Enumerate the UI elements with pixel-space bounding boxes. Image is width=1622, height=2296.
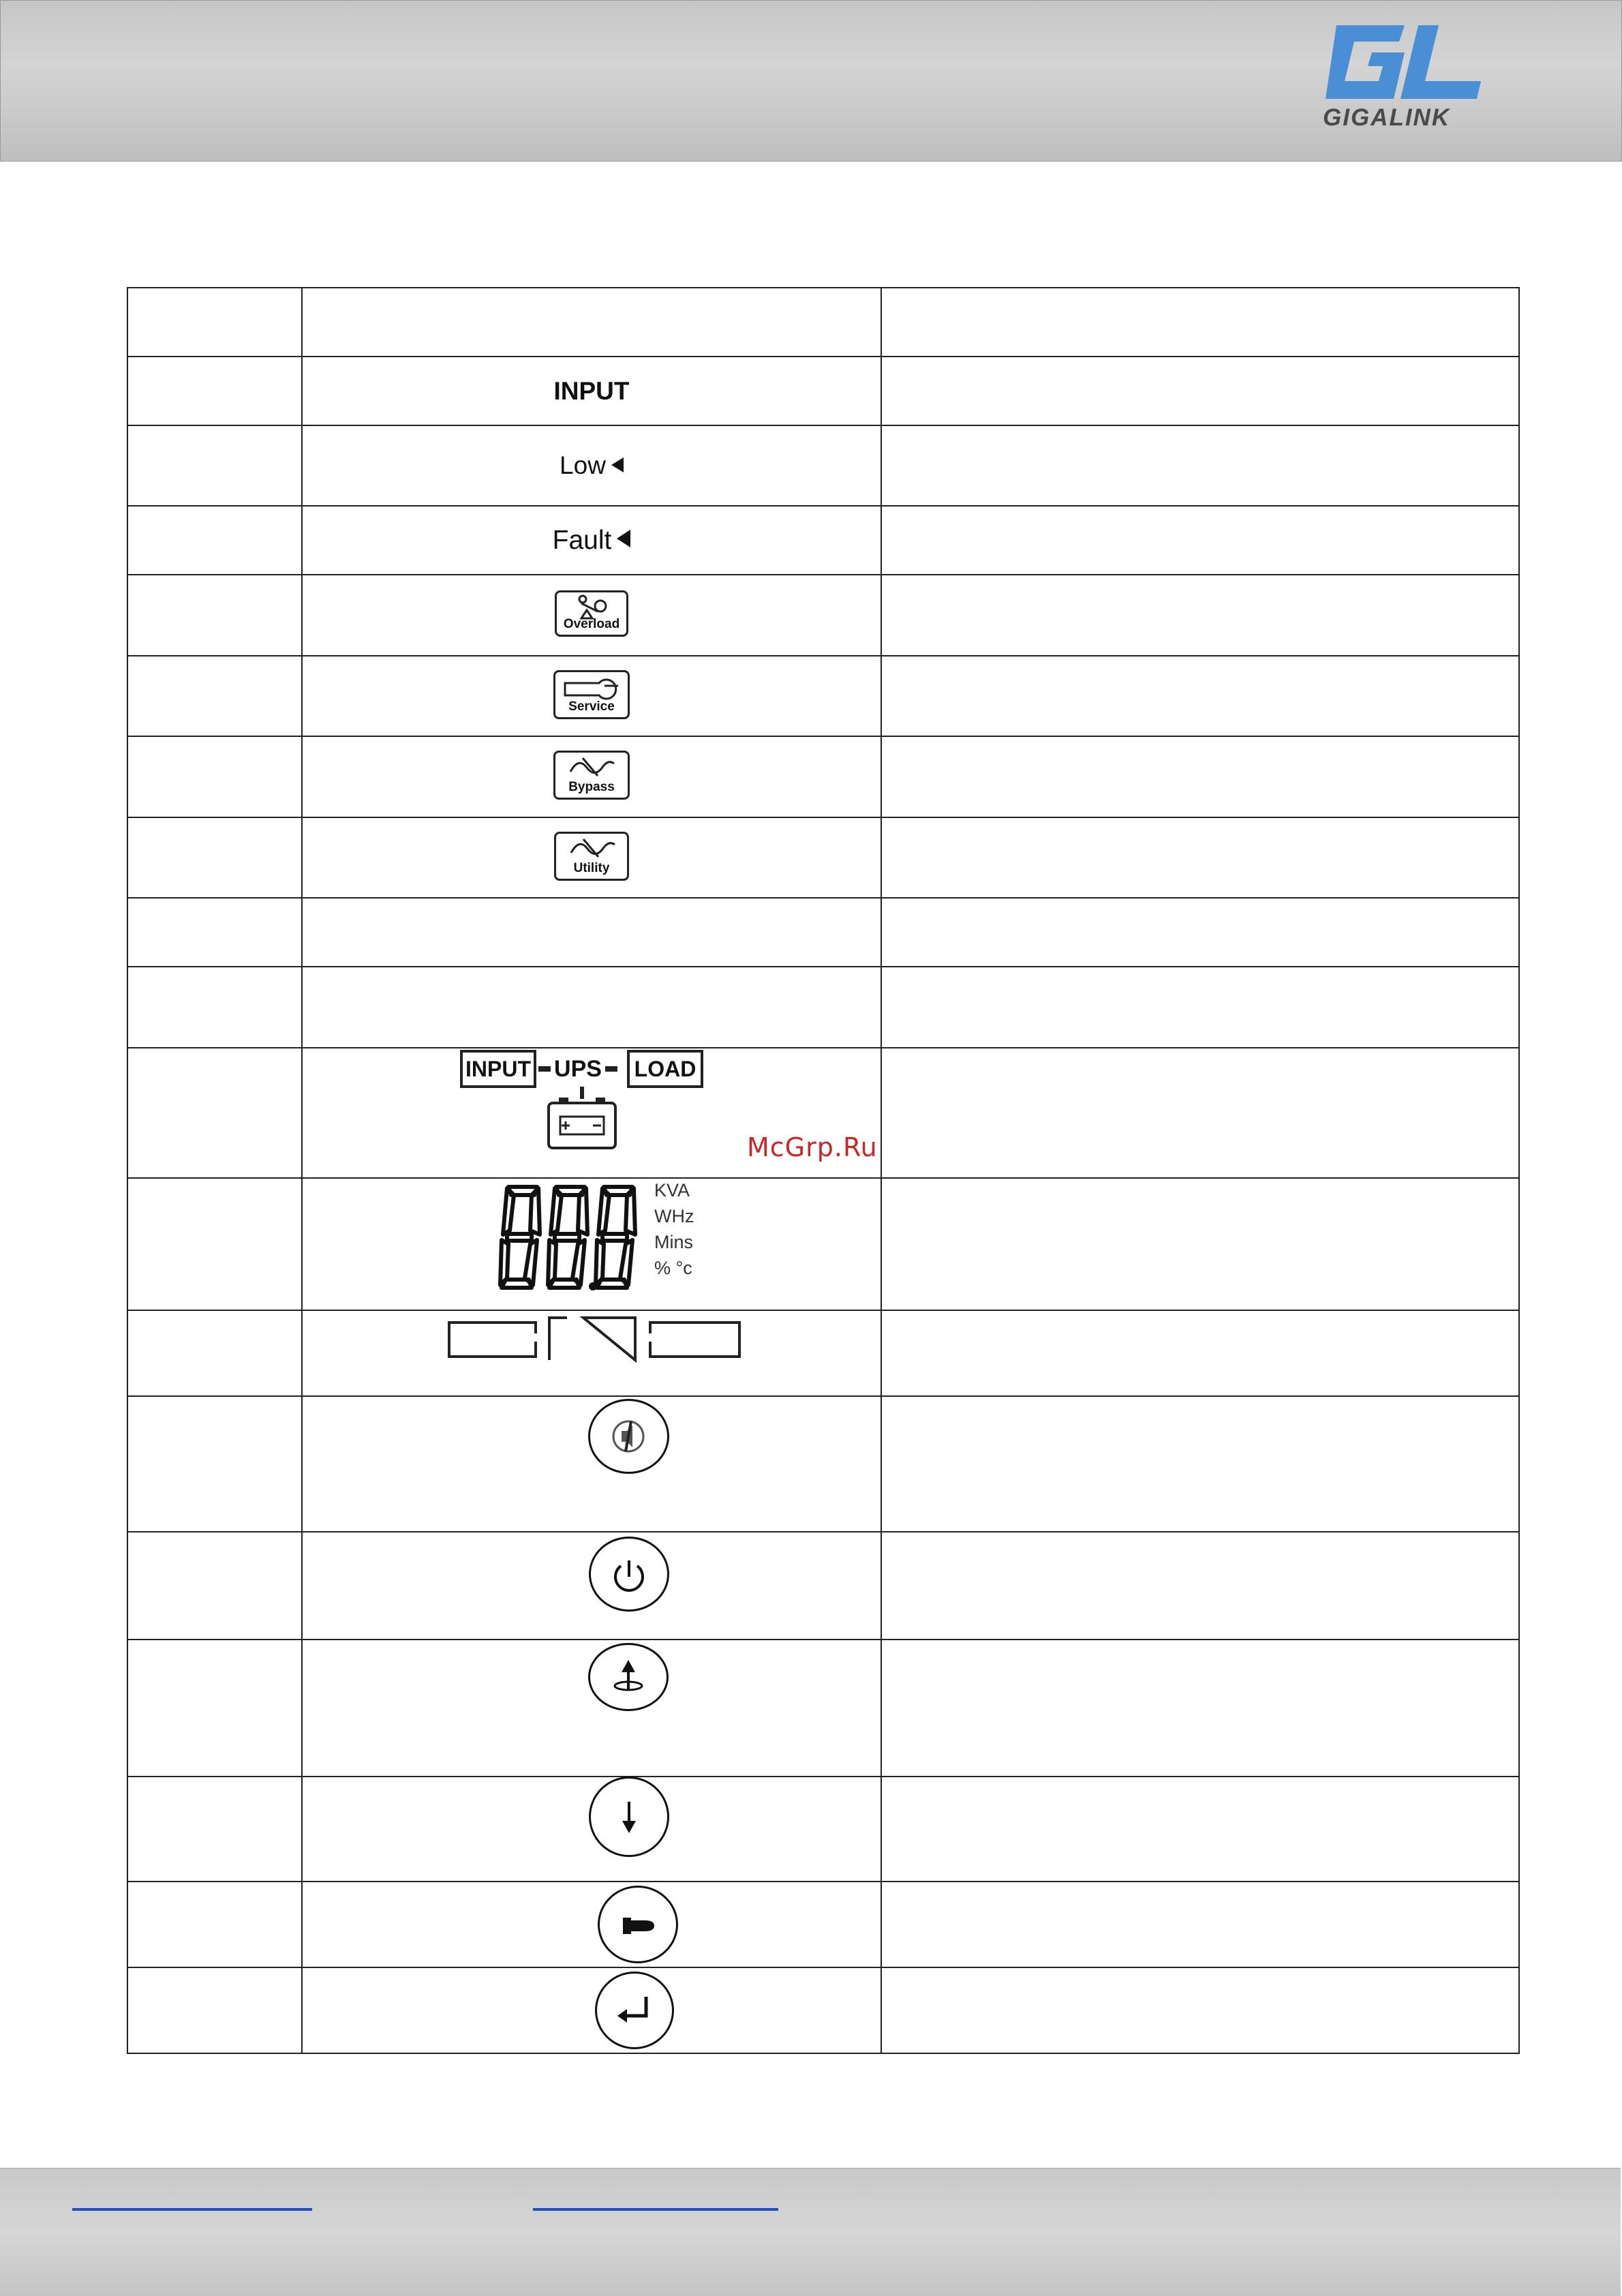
bypass-label: Bypass — [568, 780, 615, 794]
flow-connector — [538, 1066, 551, 1072]
logo-wordmark: GIGALINK — [1323, 104, 1451, 131]
service-label: Service — [568, 699, 615, 714]
gigalink-logo — [1323, 25, 1493, 134]
page-header — [0, 0, 1622, 162]
table-row — [127, 506, 1519, 575]
power-button[interactable] — [589, 1537, 669, 1612]
seven-segment-e — [548, 1240, 556, 1285]
test-button[interactable] — [598, 1886, 678, 1963]
seven-segment-e — [500, 1240, 508, 1285]
seven-segment-g — [507, 1234, 532, 1241]
unit-mins-label: Mins — [654, 1232, 694, 1252]
overload-label: Overload — [563, 617, 620, 631]
flow-ups-label: UPS — [554, 1056, 602, 1082]
flow-load-label: LOAD — [634, 1057, 697, 1081]
battery-icon — [549, 1098, 615, 1148]
utility-indicator — [554, 832, 629, 881]
seven-segment-f — [598, 1188, 609, 1235]
seven-segment-e — [596, 1240, 604, 1285]
table-row — [127, 817, 1519, 898]
seven-segment-digits — [303, 1179, 881, 1310]
footer-link-underline[interactable] — [533, 2208, 778, 2211]
lcd-panel-table — [127, 287, 1520, 2054]
seven-segment-g — [602, 1234, 627, 1241]
unit-kva-label: KVA — [654, 1180, 690, 1200]
gl-logo-icon — [1323, 25, 1493, 107]
table-row — [127, 967, 1519, 1048]
seven-segment-f — [551, 1188, 562, 1235]
table-row — [127, 425, 1519, 506]
table-row — [127, 1178, 1519, 1310]
input-indicator-label: INPUT — [553, 376, 630, 405]
table-row — [127, 736, 1519, 817]
table-row — [127, 288, 1519, 357]
table-row — [127, 1532, 1519, 1640]
flow-connector — [605, 1066, 617, 1072]
up-arrow-button[interactable] — [588, 1643, 669, 1711]
enter-button-icon — [597, 1974, 672, 2047]
seven-segment-f — [503, 1188, 514, 1235]
table-row — [127, 1048, 1519, 1178]
utility-label: Utility — [573, 860, 610, 875]
seven-segment-g — [555, 1234, 579, 1241]
unit-whz-label: WHz — [654, 1206, 694, 1226]
level-bars-icon — [303, 1311, 881, 1395]
table-row — [127, 1882, 1519, 1967]
page-footer — [0, 2168, 1621, 2296]
table-row — [127, 1640, 1519, 1777]
seven-segment-display — [303, 1179, 881, 1310]
table-row — [127, 656, 1519, 736]
table-row — [127, 1967, 1519, 2053]
mute-button-icon — [590, 1401, 667, 1472]
watermark-text: McGrp.Ru — [747, 1132, 878, 1162]
battery-connector — [580, 1087, 584, 1099]
table-row — [127, 1396, 1519, 1532]
up-arrow-button-icon — [590, 1645, 667, 1709]
enter-button[interactable] — [595, 1972, 674, 2049]
fault-indicator-label: Fault — [552, 525, 612, 555]
overload-indicator — [555, 590, 628, 637]
flow-input-label: INPUT — [465, 1057, 531, 1081]
table-row — [127, 1777, 1519, 1882]
low-indicator-label: Low — [560, 451, 606, 479]
service-indicator — [553, 670, 630, 719]
table-row — [127, 575, 1519, 656]
table-row — [127, 1310, 1519, 1396]
unit-percent-celsius-label: % °c — [654, 1258, 692, 1278]
test-plug-button-icon — [600, 1888, 676, 1961]
down-arrow-button-icon — [591, 1779, 667, 1855]
footer-link-underline[interactable] — [72, 2208, 312, 2211]
left-triangle-icon — [617, 530, 630, 547]
down-arrow-button[interactable] — [589, 1777, 669, 1857]
table-row — [127, 357, 1519, 425]
bypass-indicator — [553, 751, 630, 800]
table-row — [127, 898, 1519, 967]
mute-button[interactable] — [588, 1399, 669, 1474]
power-flow-diagram — [303, 1048, 881, 1177]
power-button-icon — [591, 1539, 667, 1610]
left-triangle-icon — [611, 457, 624, 472]
unit-labels — [654, 1177, 694, 1281]
